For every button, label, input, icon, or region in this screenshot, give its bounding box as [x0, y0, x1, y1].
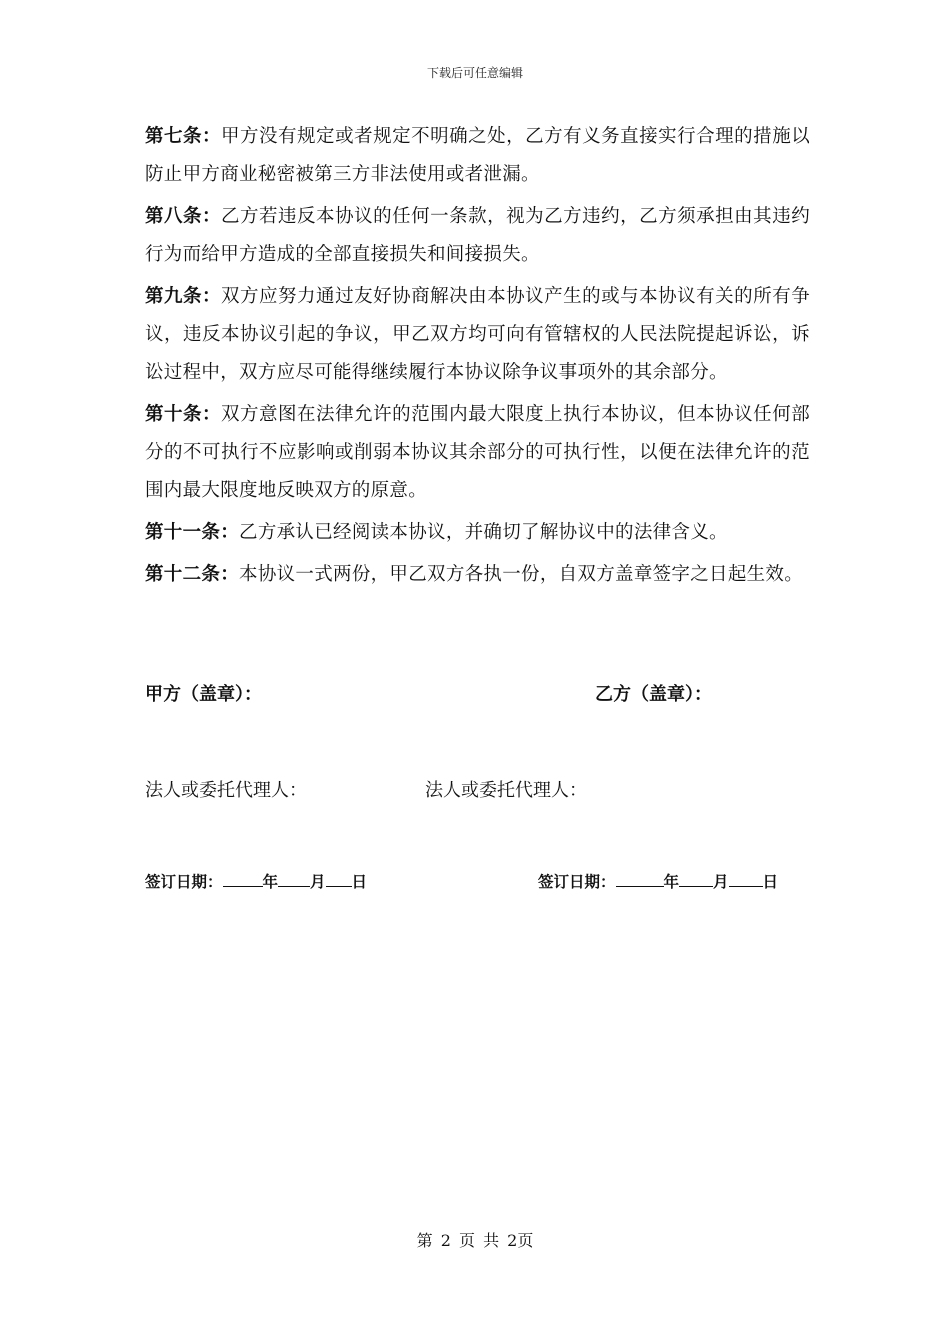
clause-11	[145, 514, 810, 552]
year-label: 年	[663, 872, 680, 891]
clause-label: 第十一条：	[145, 522, 240, 543]
party-a-agent-label: 法人或委托代理人：	[145, 780, 307, 801]
clause-text: 乙方若违反本协议的任何一条款，视为乙方违约，乙方须承担由其违约行为而给甲方造成的全部直接损失和间接损失。	[145, 206, 810, 265]
clause-10	[145, 396, 810, 510]
month-label: 月	[310, 872, 326, 891]
date-label: 签订日期：	[145, 872, 223, 891]
party-b-agent-label: 法人或委托代理人：	[425, 780, 587, 801]
clause-7	[145, 118, 810, 194]
clause-text: 双方意图在法律允许的范围内最大限度上执行本协议，但本协议任何部分的不可执行不应影响或削弱本协议其余部分的可执行性，以便在法律允许的范围内最大限度地反映双方的原意。	[145, 404, 810, 501]
clause-text: 本协议一式两份，甲乙双方各执一份，自双方盖章签字之日起生效。	[239, 564, 804, 585]
day-label: 日	[762, 872, 779, 891]
month-label: 月	[713, 872, 729, 891]
year-label: 年	[262, 872, 279, 891]
signature-agent-row	[145, 776, 810, 806]
party-a-date	[145, 870, 367, 892]
party-a-seal-label: 甲方（盖章）：	[145, 684, 262, 705]
day-label: 日	[351, 872, 368, 891]
clause-8	[145, 198, 810, 274]
month-blank	[278, 870, 310, 887]
clause-label: 第九条：	[145, 286, 222, 307]
party-b-seal-label: 乙方（盖章）：	[595, 684, 712, 705]
clause-label: 第十条：	[145, 404, 222, 425]
clause-text: 乙方承认已经阅读本协议，并确切了解协议中的法律含义。	[239, 522, 728, 543]
clause-9	[145, 278, 810, 392]
date-label: 签订日期：	[538, 872, 616, 891]
day-blank	[729, 870, 763, 887]
year-blank	[616, 870, 664, 887]
page-number-footer: 第 2 页 共 2页	[416, 1231, 534, 1250]
clause-label: 第十二条：	[145, 564, 240, 585]
clause-list	[145, 118, 810, 598]
signature-date-row	[145, 870, 810, 900]
clause-label: 第七条：	[145, 126, 222, 147]
party-b-date	[538, 870, 778, 892]
header-note: 下载后可任意编辑	[426, 66, 523, 80]
year-blank	[223, 870, 263, 887]
day-blank	[326, 870, 352, 887]
clause-text: 双方应努力通过友好协商解决由本协议产生的或与本协议有关的所有争议，违反本协议引起的争议，甲乙双方均可向有管辖权的人民法院提起诉讼，诉讼过程中，双方应尽可能得继续履行本协议除争议事项外的其余部分。	[145, 286, 810, 383]
clause-label: 第八条：	[145, 206, 222, 227]
signature-party-row	[145, 680, 810, 710]
clause-12	[145, 556, 810, 594]
month-blank	[679, 870, 713, 887]
clause-text: 甲方没有规定或者规定不明确之处，乙方有义务直接实行合理的措施以防止甲方商业秘密被第三方非法使用或者泄漏。	[145, 126, 810, 185]
